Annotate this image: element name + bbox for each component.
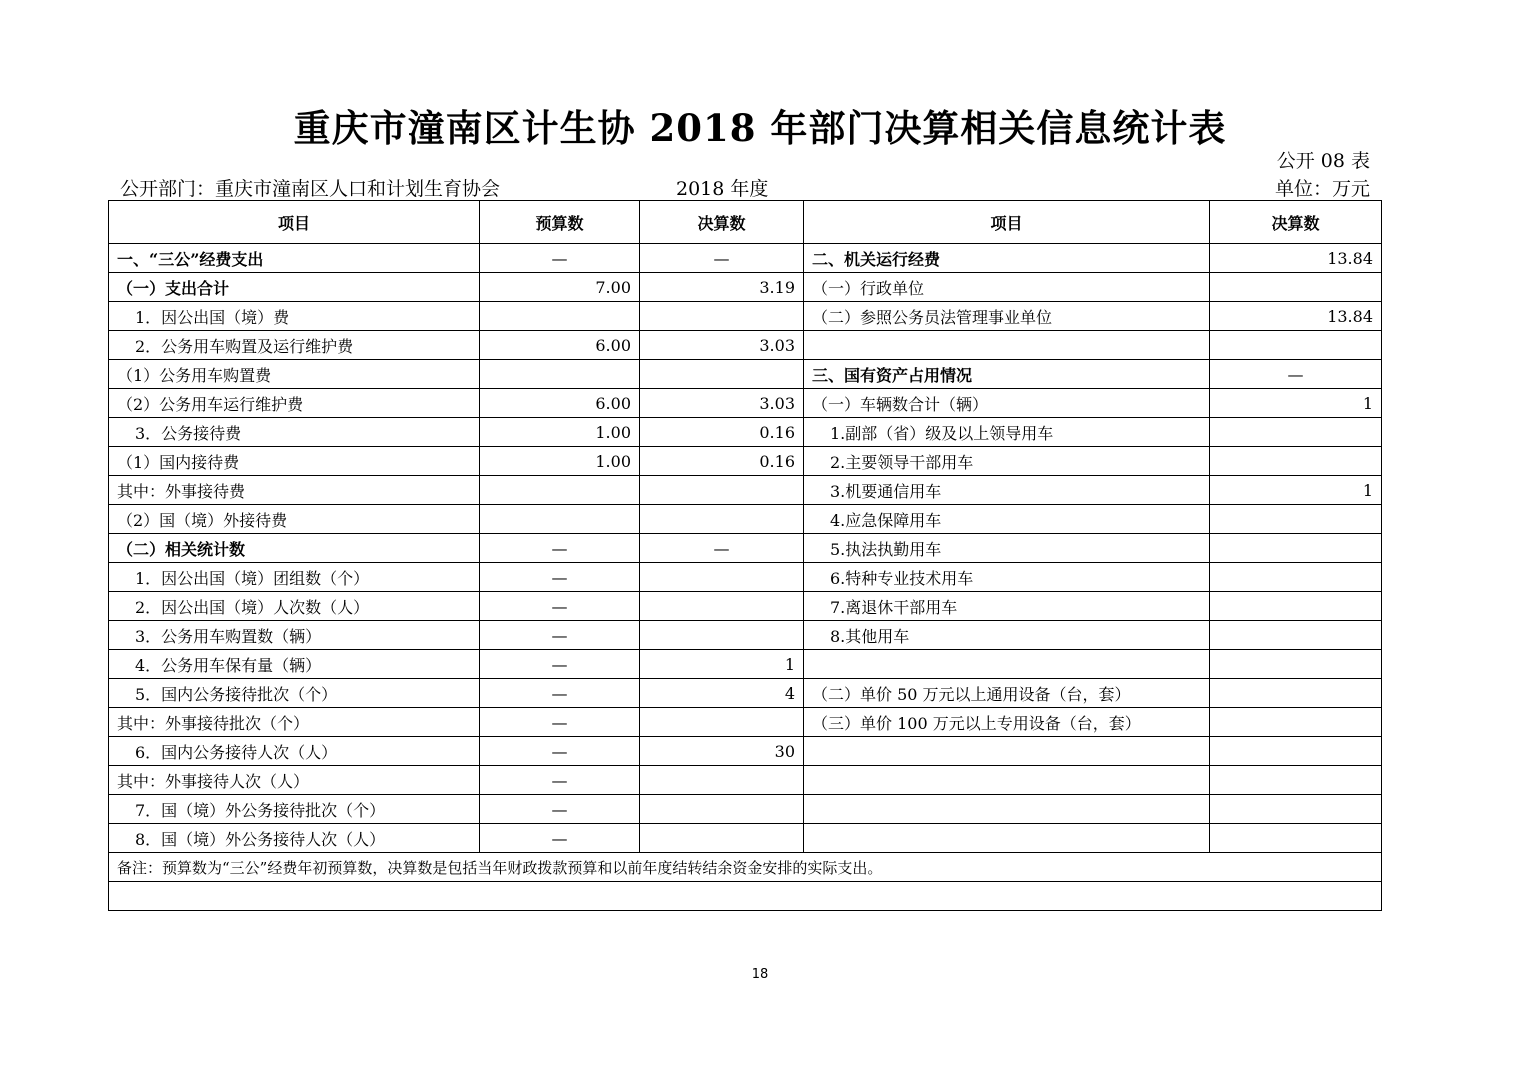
row-final: [640, 476, 804, 505]
row-budget: [480, 302, 640, 331]
table-row: [109, 708, 1382, 737]
row-item-right: [804, 650, 1210, 679]
row-item-right: 2.主要领导干部用车: [804, 447, 1210, 476]
row-item-right: [804, 766, 1210, 795]
row-budget: —: [480, 650, 640, 679]
row-final: [640, 360, 804, 389]
header-row: [109, 201, 1382, 244]
table-row: [109, 447, 1382, 476]
row-final-right: [1210, 592, 1382, 621]
row-budget: 6.00: [480, 389, 640, 418]
row-final-right: [1210, 679, 1382, 708]
row-final-right: 1: [1210, 389, 1382, 418]
row-budget: —: [480, 563, 640, 592]
row-item-right: [804, 795, 1210, 824]
statistics-table: [108, 200, 1382, 911]
row-final: —: [640, 244, 804, 273]
header-final-left: 决算数: [640, 201, 804, 244]
row-final-right: [1210, 795, 1382, 824]
table-row: [109, 360, 1382, 389]
row-item-left: 其中：外事接待人次（人）: [109, 766, 480, 795]
row-item-right: 二、机关运行经费: [804, 244, 1210, 273]
header-budget: 预算数: [480, 201, 640, 244]
row-budget: —: [480, 824, 640, 853]
row-final: 4: [640, 679, 804, 708]
table-row: [109, 592, 1382, 621]
table-row: [109, 476, 1382, 505]
row-item-left: 其中：外事接待批次（个）: [109, 708, 480, 737]
header-item-right: 项目: [804, 201, 1210, 244]
row-budget: —: [480, 766, 640, 795]
row-final-right: [1210, 563, 1382, 592]
row-item-left: 5．国内公务接待批次（个）: [109, 679, 480, 708]
row-final-right: [1210, 708, 1382, 737]
row-final: 0.16: [640, 447, 804, 476]
row-final-right: [1210, 447, 1382, 476]
row-item-right: 5.执法执勤用车: [804, 534, 1210, 563]
row-budget: —: [480, 244, 640, 273]
row-final-right: [1210, 824, 1382, 853]
table-row: [109, 331, 1382, 360]
row-item-left: 8．国（境）外公务接待人次（人）: [109, 824, 480, 853]
row-final-right: [1210, 418, 1382, 447]
row-budget: [480, 476, 640, 505]
row-budget: 6.00: [480, 331, 640, 360]
row-item-right: （二）参照公务员法管理事业单位: [804, 302, 1210, 331]
row-item-left: 3．公务接待费: [109, 418, 480, 447]
table-note: 备注：预算数为“三公”经费年初预算数，决算数是包括当年财政拨款预算和以前年度结转结余资金安排的实际支出。: [109, 853, 1382, 882]
blank-cell: [109, 882, 1382, 911]
row-item-right: 1.副部（省）级及以上领导用车: [804, 418, 1210, 447]
row-final: [640, 302, 804, 331]
row-final-right: 1: [1210, 476, 1382, 505]
row-final: [640, 824, 804, 853]
row-item-left: 3．公务用车购置数（辆）: [109, 621, 480, 650]
row-item-right: （二）单价 50 万元以上通用设备（台，套）: [804, 679, 1210, 708]
row-item-right: 4.应急保障用车: [804, 505, 1210, 534]
form-number: 公开 08 表: [1276, 150, 1370, 172]
row-budget: —: [480, 621, 640, 650]
row-final-right: [1210, 505, 1382, 534]
row-item-left: （1）公务用车购置费: [109, 360, 480, 389]
department-label: 公开部门：重庆市潼南区人口和计划生育协会: [120, 178, 501, 200]
row-item-left: 1．因公出国（境）费: [109, 302, 480, 331]
row-item-right: [804, 824, 1210, 853]
row-final-right: [1210, 650, 1382, 679]
table-row: [109, 621, 1382, 650]
row-final: [640, 563, 804, 592]
table-row: [109, 418, 1382, 447]
row-final: [640, 766, 804, 795]
row-item-right: 6.特种专业技术用车: [804, 563, 1210, 592]
row-item-left: 其中：外事接待费: [109, 476, 480, 505]
row-final: [640, 795, 804, 824]
row-budget: [480, 360, 640, 389]
table-row: [109, 737, 1382, 766]
row-item-right: （一）车辆数合计（辆）: [804, 389, 1210, 418]
table-row: [109, 563, 1382, 592]
row-final-right: 13.84: [1210, 302, 1382, 331]
row-final: [640, 505, 804, 534]
row-final-right: —: [1210, 360, 1382, 389]
row-item-left: 2．公务用车购置及运行维护费: [109, 331, 480, 360]
row-budget: 1.00: [480, 418, 640, 447]
row-final: 3.03: [640, 331, 804, 360]
row-item-right: 7.离退休干部用车: [804, 592, 1210, 621]
row-item-right: 8.其他用车: [804, 621, 1210, 650]
row-final: 1: [640, 650, 804, 679]
row-item-left: 一、“三公”经费支出: [109, 244, 480, 273]
row-budget: 1.00: [480, 447, 640, 476]
row-final-right: [1210, 737, 1382, 766]
fiscal-year: 2018 年度: [676, 178, 769, 200]
table-row: [109, 824, 1382, 853]
row-budget: —: [480, 708, 640, 737]
row-final-right: 13.84: [1210, 244, 1382, 273]
table-row: [109, 273, 1382, 302]
table-row: [109, 679, 1382, 708]
row-item-right: [804, 331, 1210, 360]
row-final-right: [1210, 331, 1382, 360]
row-item-right: 三、国有资产占用情况: [804, 360, 1210, 389]
row-item-left: （2）公务用车运行维护费: [109, 389, 480, 418]
row-item-left: （1）国内接待费: [109, 447, 480, 476]
row-budget: 7.00: [480, 273, 640, 302]
table-row: [109, 534, 1382, 563]
row-item-right: （一）行政单位: [804, 273, 1210, 302]
row-final-right: [1210, 534, 1382, 563]
row-item-left: 1．因公出国（境）团组数（个）: [109, 563, 480, 592]
document-title: 重庆市潼南区计生协 2018 年部门决算相关信息统计表: [293, 106, 1227, 150]
blank-row: [109, 882, 1382, 911]
row-final-right: [1210, 766, 1382, 795]
row-item-left: （二）相关统计数: [109, 534, 480, 563]
row-budget: —: [480, 679, 640, 708]
row-item-left: 6．国内公务接待人次（人）: [109, 737, 480, 766]
row-budget: —: [480, 592, 640, 621]
unit-label: 单位：万元: [1274, 178, 1370, 200]
row-final: [640, 708, 804, 737]
row-final: 3.03: [640, 389, 804, 418]
row-item-right: 3.机要通信用车: [804, 476, 1210, 505]
header-final-right: 决算数: [1210, 201, 1382, 244]
row-item-left: 7．国（境）外公务接待批次（个）: [109, 795, 480, 824]
row-item-left: （一）支出合计: [109, 273, 480, 302]
row-item-right: （三）单价 100 万元以上专用设备（台，套）: [804, 708, 1210, 737]
row-final-right: [1210, 273, 1382, 302]
row-budget: —: [480, 534, 640, 563]
table-row: [109, 505, 1382, 534]
row-item-left: 4．公务用车保有量（辆）: [109, 650, 480, 679]
row-final: 0.16: [640, 418, 804, 447]
header-item-left: 项目: [109, 201, 480, 244]
row-final: 30: [640, 737, 804, 766]
row-item-right: [804, 737, 1210, 766]
row-final: —: [640, 534, 804, 563]
row-final-right: [1210, 621, 1382, 650]
row-item-left: 2．因公出国（境）人次数（人）: [109, 592, 480, 621]
table-row: [109, 795, 1382, 824]
table-row: [109, 650, 1382, 679]
row-item-left: （2）国（境）外接待费: [109, 505, 480, 534]
table-row: [109, 766, 1382, 795]
row-final: [640, 621, 804, 650]
row-final: [640, 592, 804, 621]
row-budget: —: [480, 795, 640, 824]
row-final: 3.19: [640, 273, 804, 302]
note-row: [109, 853, 1382, 882]
page-number: 18: [751, 967, 769, 982]
row-budget: [480, 505, 640, 534]
row-budget: —: [480, 737, 640, 766]
table-row: [109, 244, 1382, 273]
table-row: [109, 302, 1382, 331]
table-row: [109, 389, 1382, 418]
